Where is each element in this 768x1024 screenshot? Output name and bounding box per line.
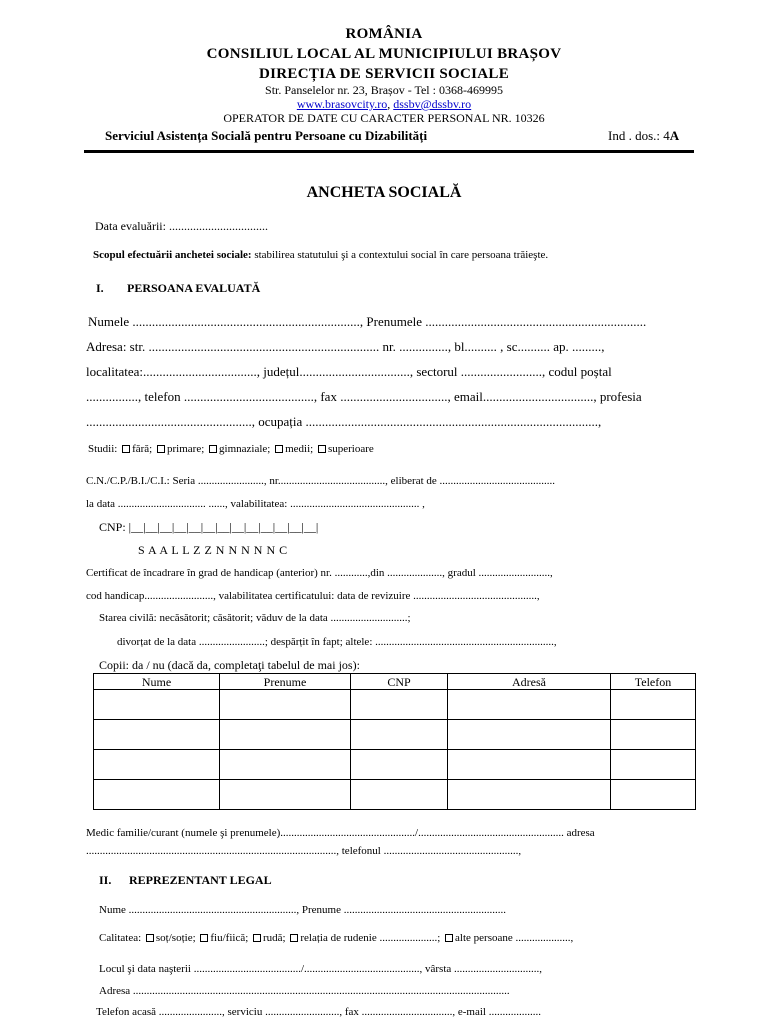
studies-option-medium: medii; — [285, 443, 314, 455]
rep-quality-row — [99, 932, 573, 944]
checkbox-studies-none[interactable] — [122, 445, 130, 453]
table-row — [94, 780, 696, 810]
index-suffix: A — [669, 128, 680, 143]
table-row — [94, 720, 696, 750]
link-separator: , — [387, 97, 391, 111]
email-link[interactable]: dssbv@dssbv.ro — [393, 97, 472, 111]
purpose-label: Scopul efectuării anchetei sociale: — [93, 249, 252, 261]
col-header-name: Nume — [94, 674, 220, 690]
studies-option-higher: superioare — [327, 443, 374, 455]
table-cell[interactable] — [611, 690, 696, 720]
table-cell[interactable] — [448, 720, 611, 750]
header-index — [608, 128, 679, 144]
table-cell[interactable] — [611, 750, 696, 780]
table-cell[interactable] — [448, 690, 611, 720]
rep-phone-line: Telefon acasă ......................., serviciu ..........................., fax ................................., e-mail ................... — [96, 1006, 541, 1018]
id-doc-line2: la data ................................ ......, valabilitatea: ............................................... , — [86, 498, 425, 510]
header-council: CONSILIUL LOCAL AL MUNICIPIULUI BRAȘOV — [206, 46, 562, 62]
header-divider — [84, 150, 694, 153]
id-doc-line1: C.N./C.P./B.I./C.I.: Seria ........................, nr......................................., eliberat de .......................................... — [86, 475, 556, 487]
col-header-phone: Telefon — [611, 674, 696, 690]
quality-option-relationship: relația de rudenie .....................; — [300, 932, 441, 944]
doctor-line1: Medic familie/curant (numele şi prenumele)................................................./..................................................... adresa — [86, 827, 595, 839]
table-cell[interactable] — [351, 750, 448, 780]
table-cell[interactable] — [94, 720, 220, 750]
checkbox-studies-gymnasium[interactable] — [209, 445, 217, 453]
rep-name-line: Nume ............................................................., Prenume ........................................................... — [99, 904, 506, 916]
civil-line2: divorțat de la data ........................; despărțit în fapt; altele: ................................................................., — [117, 636, 557, 648]
checkbox-relative[interactable] — [253, 934, 261, 942]
rep-quality-label: Calitatea: — [99, 932, 142, 944]
doctor-line2: ..........................................................................................., telefonul ................................................., — [86, 845, 522, 857]
col-header-cnp: CNP — [351, 674, 448, 690]
table-cell[interactable] — [351, 780, 448, 810]
studies-row — [88, 443, 374, 455]
cnp-legend: S A A L L Z Z N N N N N C — [138, 543, 288, 557]
studies-label: Studii: — [88, 443, 118, 455]
page-title: ANCHETA SOCIALĂ — [306, 184, 462, 201]
checkbox-spouse[interactable] — [146, 934, 154, 942]
rep-birth-line: Locul şi data naşterii ......................................./.........................................., vârsta ..............................., — [99, 963, 543, 975]
table-cell[interactable] — [220, 690, 351, 720]
section1-title: PERSOANA EVALUATĂ — [127, 281, 261, 295]
table-cell[interactable] — [351, 690, 448, 720]
table-cell[interactable] — [94, 690, 220, 720]
header-service: Serviciul Asistența Socială pentru Persoane cu Dizabilități — [105, 128, 428, 143]
table-cell[interactable] — [448, 750, 611, 780]
handicap-line2: cod handicap........................., valabilitatea certificatului: data de revizuire ............................................., — [86, 590, 540, 602]
handicap-line1: Certificat de încadrare în grad de handicap (anterior) nr. ............,din ...................., gradul .........................., — [86, 567, 553, 579]
occupation-line: ..................................................., ocupația .........................................................................................., — [86, 414, 602, 429]
section2-title: REPREZENTANT LEGAL — [129, 873, 272, 887]
purpose — [93, 249, 548, 261]
table-cell[interactable] — [220, 750, 351, 780]
header-country: ROMÂNIA — [345, 26, 423, 42]
children-table — [93, 673, 696, 810]
checkbox-studies-primary[interactable] — [157, 445, 165, 453]
checkbox-relationship[interactable] — [290, 934, 298, 942]
col-header-firstname: Prenume — [220, 674, 351, 690]
address-line: Adresa: str. ....................................................................... nr. ..............., bl.......... , sc.......... ap. ........., — [86, 339, 605, 354]
col-header-address: Adresă — [448, 674, 611, 690]
table-cell[interactable] — [220, 720, 351, 750]
checkbox-child[interactable] — [200, 934, 208, 942]
checkbox-studies-higher[interactable] — [318, 445, 326, 453]
quality-option-relative: rudă; — [263, 932, 286, 944]
website-link[interactable]: www.brasovcity.ro — [296, 97, 388, 111]
civil-line1: Starea civilă: necăsătorit; căsătorit; văduv de la data ............................; — [99, 612, 411, 624]
table-cell[interactable] — [448, 780, 611, 810]
header-address: Str. Panselelor nr. 23, Brașov - Tel : 0368-469995 — [265, 83, 503, 97]
checkbox-other[interactable] — [445, 934, 453, 942]
header-operator: OPERATOR DE DATE CU CARACTER PERSONAL NR. 10326 — [223, 111, 545, 125]
studies-option-gymnasium: gimnaziale; — [219, 443, 271, 455]
eval-date: Data evaluării: ................................. — [95, 219, 268, 233]
children-intro: Copii: da / nu (dacă da, completaţi tabelul de mai jos): — [99, 658, 360, 672]
header-directorate: DIRECȚIA DE SERVICII SOCIALE — [258, 66, 510, 82]
quality-option-spouse: soț/soție; — [155, 932, 196, 944]
table-cell[interactable] — [220, 780, 351, 810]
cnp-field[interactable]: CNP: |__|__|__|__|__|__|__|__|__|__|__|__|__| — [99, 520, 319, 534]
section2-num: II. — [99, 873, 112, 887]
locality-line: localitatea:..................................., județul.................................., sectorul ........................., codul poștal — [86, 364, 612, 379]
rep-address-line: Adresa ......................................................................................................................................... — [99, 985, 510, 997]
studies-option-primary: primare; — [167, 443, 205, 455]
studies-option-none: fără; — [132, 443, 153, 455]
index-label: Ind . dos.: 4 — [608, 128, 670, 143]
children-table-header — [94, 674, 696, 690]
table-cell[interactable] — [611, 780, 696, 810]
header-links — [0, 97, 768, 112]
phone-line: ................, telefon ........................................, fax ................................., email.................................., profesia — [86, 389, 642, 404]
name-line: Numele ......................................................................, Prenumele .................................................................... — [88, 314, 647, 329]
table-row — [94, 690, 696, 720]
section1-num: I. — [96, 281, 104, 295]
table-cell[interactable] — [94, 780, 220, 810]
table-cell[interactable] — [351, 720, 448, 750]
quality-option-child: fiu/fiică; — [210, 932, 249, 944]
checkbox-studies-medium[interactable] — [275, 445, 283, 453]
table-cell[interactable] — [94, 750, 220, 780]
table-cell[interactable] — [611, 720, 696, 750]
purpose-text: stabilirea statutului şi a contextului social în care persoana trăieşte. — [251, 249, 549, 261]
quality-option-other: alte persoane ...................., — [455, 932, 574, 944]
table-row — [94, 750, 696, 780]
